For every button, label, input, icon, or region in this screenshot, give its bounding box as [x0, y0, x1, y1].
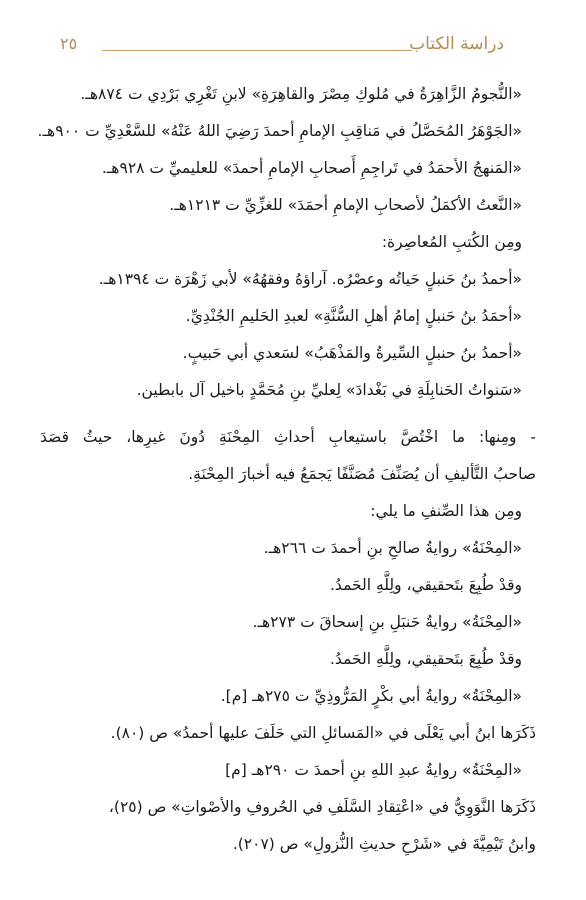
mihna-salih-line: «المِحْنَةُ» روايةُ صالحِ بنِ أحمدَ ت ٢٦٦هـ.: [263, 539, 522, 557]
printed-note-line-2: وقدْ طُبِعَ بتَحقيقي، ولِلَّهِ الحَمدُ.: [330, 650, 522, 668]
list-intro-line: ومِن هذا الصِّنفِ ما يلي:: [370, 502, 522, 520]
source-line-nujum: «النُّجومُ الزَّاهِرَةُ في مُلوكِ مِصْرَ والقاهِرَةِ» لابنِ تَغْرِي بَرْدِي ت ٨٧٤هـ.: [80, 85, 522, 103]
section-heading-modern-books: ومِن الكُتبِ المُعاصِرة:: [381, 233, 522, 251]
paragraph-mihna-line-1: - ومِنها: ما اخْتُصَّ باستيعابِ أحداثِ المِحْنَةِ دُونَ غيرِها، حيثُ قصَدَ: [40, 428, 536, 446]
header-rule: [102, 50, 412, 51]
mention-nawawi-line: ذَكَرَها النَّوَوِيُّ في «اعْتِقادِ السَّلَفِ في الحُروفِ والأصْواتِ» ص (٢٥)،: [108, 798, 536, 816]
source-line-sanawat-hanabila: «سَنواتُ الحَنابِلَةِ في بَغْدادَ» لِعليِّ بنِ مُحَمَّدٍ باخيل آل بابطين.: [136, 381, 522, 399]
paragraph-mihna-line-2: صاحبُ التَّأليفِ أن يُصَنِّفَ مُصَنَّفًا يَجمَعُ فيه أخبارَ المِحْنَةِ.: [188, 465, 536, 483]
mihna-marrudhi-line: «المِحْنَةُ» روايةُ أبي بكْرٍ المَرُّوذِيِّ ت ٢٧٥هـ [م].: [220, 687, 522, 705]
page-header: [60, 30, 504, 64]
source-line-naat: «النَّعتُ الأكمَلُ لأصحابِ الإمامِ أحمَدَ» للغزِّيِّ ت ١٢١٣هـ.: [169, 196, 522, 214]
source-line-jawhar: «الجَوْهَرُ المُحَصَّلُ في مَناقِبِ الإمامِ أحمدَ رَضِيَ اللهُ عَنْهُ» للسَّعْدِيِّ ت ٩٠٠هـ.: [37, 122, 522, 140]
source-line-saadi-abu-habib: «أحمدُ بنُ حنبلٍ السِّيرةُ والمَذْهَبُ» لسَعدي أبي حَبيبٍ.: [182, 344, 522, 362]
page-body: [37, 76, 536, 863]
mention-ibn-abi-yala-line: ذَكَرَها ابنُ أبي يَعْلَى في «المَسائلِ التي حَلَفَ عليها أحمدُ» ص (٨٠).: [110, 724, 536, 742]
source-line-abu-zahra: «أحمدُ بنُ حَنبلٍ حَياتُه وعصْرُه. آراؤهُ وفقهُهُ» لأبي زَهْرَة ت ١٣٩٤هـ.: [98, 270, 522, 288]
mihna-abdullah-line: «المِحْنَةُ» روايةُ عبدِ اللهِ بنِ أحمدَ ت ٢٩٠هـ [م]: [225, 761, 522, 779]
page-number: ٢٥: [60, 34, 78, 53]
mihna-hanbal-line: «المِحْنَةُ» روايةُ حَنبَلِ بنِ إسحاقَ ت ٢٧٣هـ.: [252, 613, 522, 631]
running-title: دراسة الكتاب: [409, 34, 504, 54]
source-line-manhaj: «المَنهجُ الأحمَدُ في تَراجِمِ أَصحابِ الإمامِ أحمدَ» للعليميِّ ت ٩٢٨هـ.: [101, 159, 522, 177]
mention-ibn-taymiyya-line: وابنُ تَيْمِيَّةَ في «شَرْحِ حديثِ النُّزولِ» ص (٢٠٧).: [232, 835, 536, 853]
source-line-jundi: «أحمَدُ بنُ حَنبلٍ إمامُ أهلِ السُّنَّةِ» لعبدِ الحَليمِ الجُنْدِيِّ.: [185, 307, 522, 325]
printed-note-line-1: وقدْ طُبِعَ بتَحقيقي، ولِلَّهِ الحَمدُ.: [330, 576, 522, 594]
